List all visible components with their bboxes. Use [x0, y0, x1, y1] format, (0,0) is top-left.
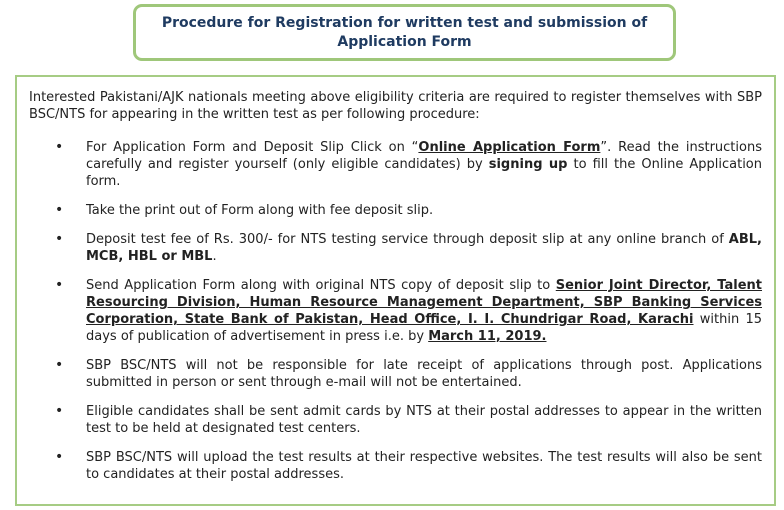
bullet-icon: •	[55, 403, 64, 419]
item-text: .	[212, 249, 217, 264]
item-text: Deposit test fee of Rs. 300/- for NTS testing service through deposit slip at any online branch of	[86, 232, 729, 247]
bullet-icon: •	[55, 139, 64, 155]
postal-address: Senior Joint Director, Talent Resourcing Division, Human Resource Management Department, SBP Banking Services Corporation, State Bank of Pakistan, Head Office, I. I. Chundrigar Road, Karachi	[86, 278, 763, 327]
online-application-form-link[interactable]: Online Application Form	[418, 140, 601, 155]
section-title-line-2: Application Form	[337, 33, 472, 50]
item-text: Eligible candidates shall be sent admit cards by NTS at their postal addresses to appear in the written test to be held at designated test centers.	[86, 404, 762, 436]
item-text: For Application Form and Deposit Slip Click on “	[86, 140, 419, 155]
item-text: to fill the Online Application form.	[86, 157, 762, 189]
bullet-icon: •	[55, 277, 64, 293]
item-text: SBP BSC/NTS will not be responsible for late receipt of applications through post. Applications submitted in person or sent through e-mail will not be entertained.	[86, 358, 762, 390]
list-item	[29, 403, 762, 437]
list-item	[29, 231, 762, 265]
signing-up-text: signing up	[488, 157, 568, 172]
list-item	[29, 449, 762, 483]
list-item	[29, 139, 762, 190]
bullet-icon: •	[55, 231, 64, 247]
list-item	[29, 202, 762, 219]
bullet-icon: •	[55, 357, 64, 373]
intro-paragraph: Interested Pakistani/AJK nationals meeting above eligibility criteria are required to register themselves with SBP BSC/NTS for appearing in the written test as per following procedure:	[29, 90, 762, 122]
section-title-box	[133, 4, 676, 61]
item-text: ”. Read the instructions carefully and register yourself (only eligible candidates) by	[86, 140, 762, 172]
section-title-line-1: Procedure for Registration for written test and submission of	[161, 14, 648, 31]
procedure-list	[29, 139, 762, 483]
bullet-icon: •	[55, 449, 64, 465]
procedure-content	[29, 89, 762, 495]
item-text: SBP BSC/NTS will upload the test results at their respective websites. The test results will also be sent to candidates at their postal addresses.	[86, 450, 762, 482]
item-text: Take the print out of Form along with fee deposit slip.	[86, 203, 434, 218]
deadline-date: March 11, 2019.	[428, 329, 547, 344]
bank-names: ABL, MCB, HBL or MBL	[86, 232, 762, 264]
list-item	[29, 277, 762, 345]
item-text: Send Application Form along with original NTS copy of deposit slip to	[86, 278, 556, 293]
procedure-panel	[15, 75, 776, 506]
bullet-icon: •	[55, 202, 64, 218]
item-text: within 15 days of publication of advertisement in press i.e. by	[86, 312, 762, 344]
list-item	[29, 357, 762, 391]
